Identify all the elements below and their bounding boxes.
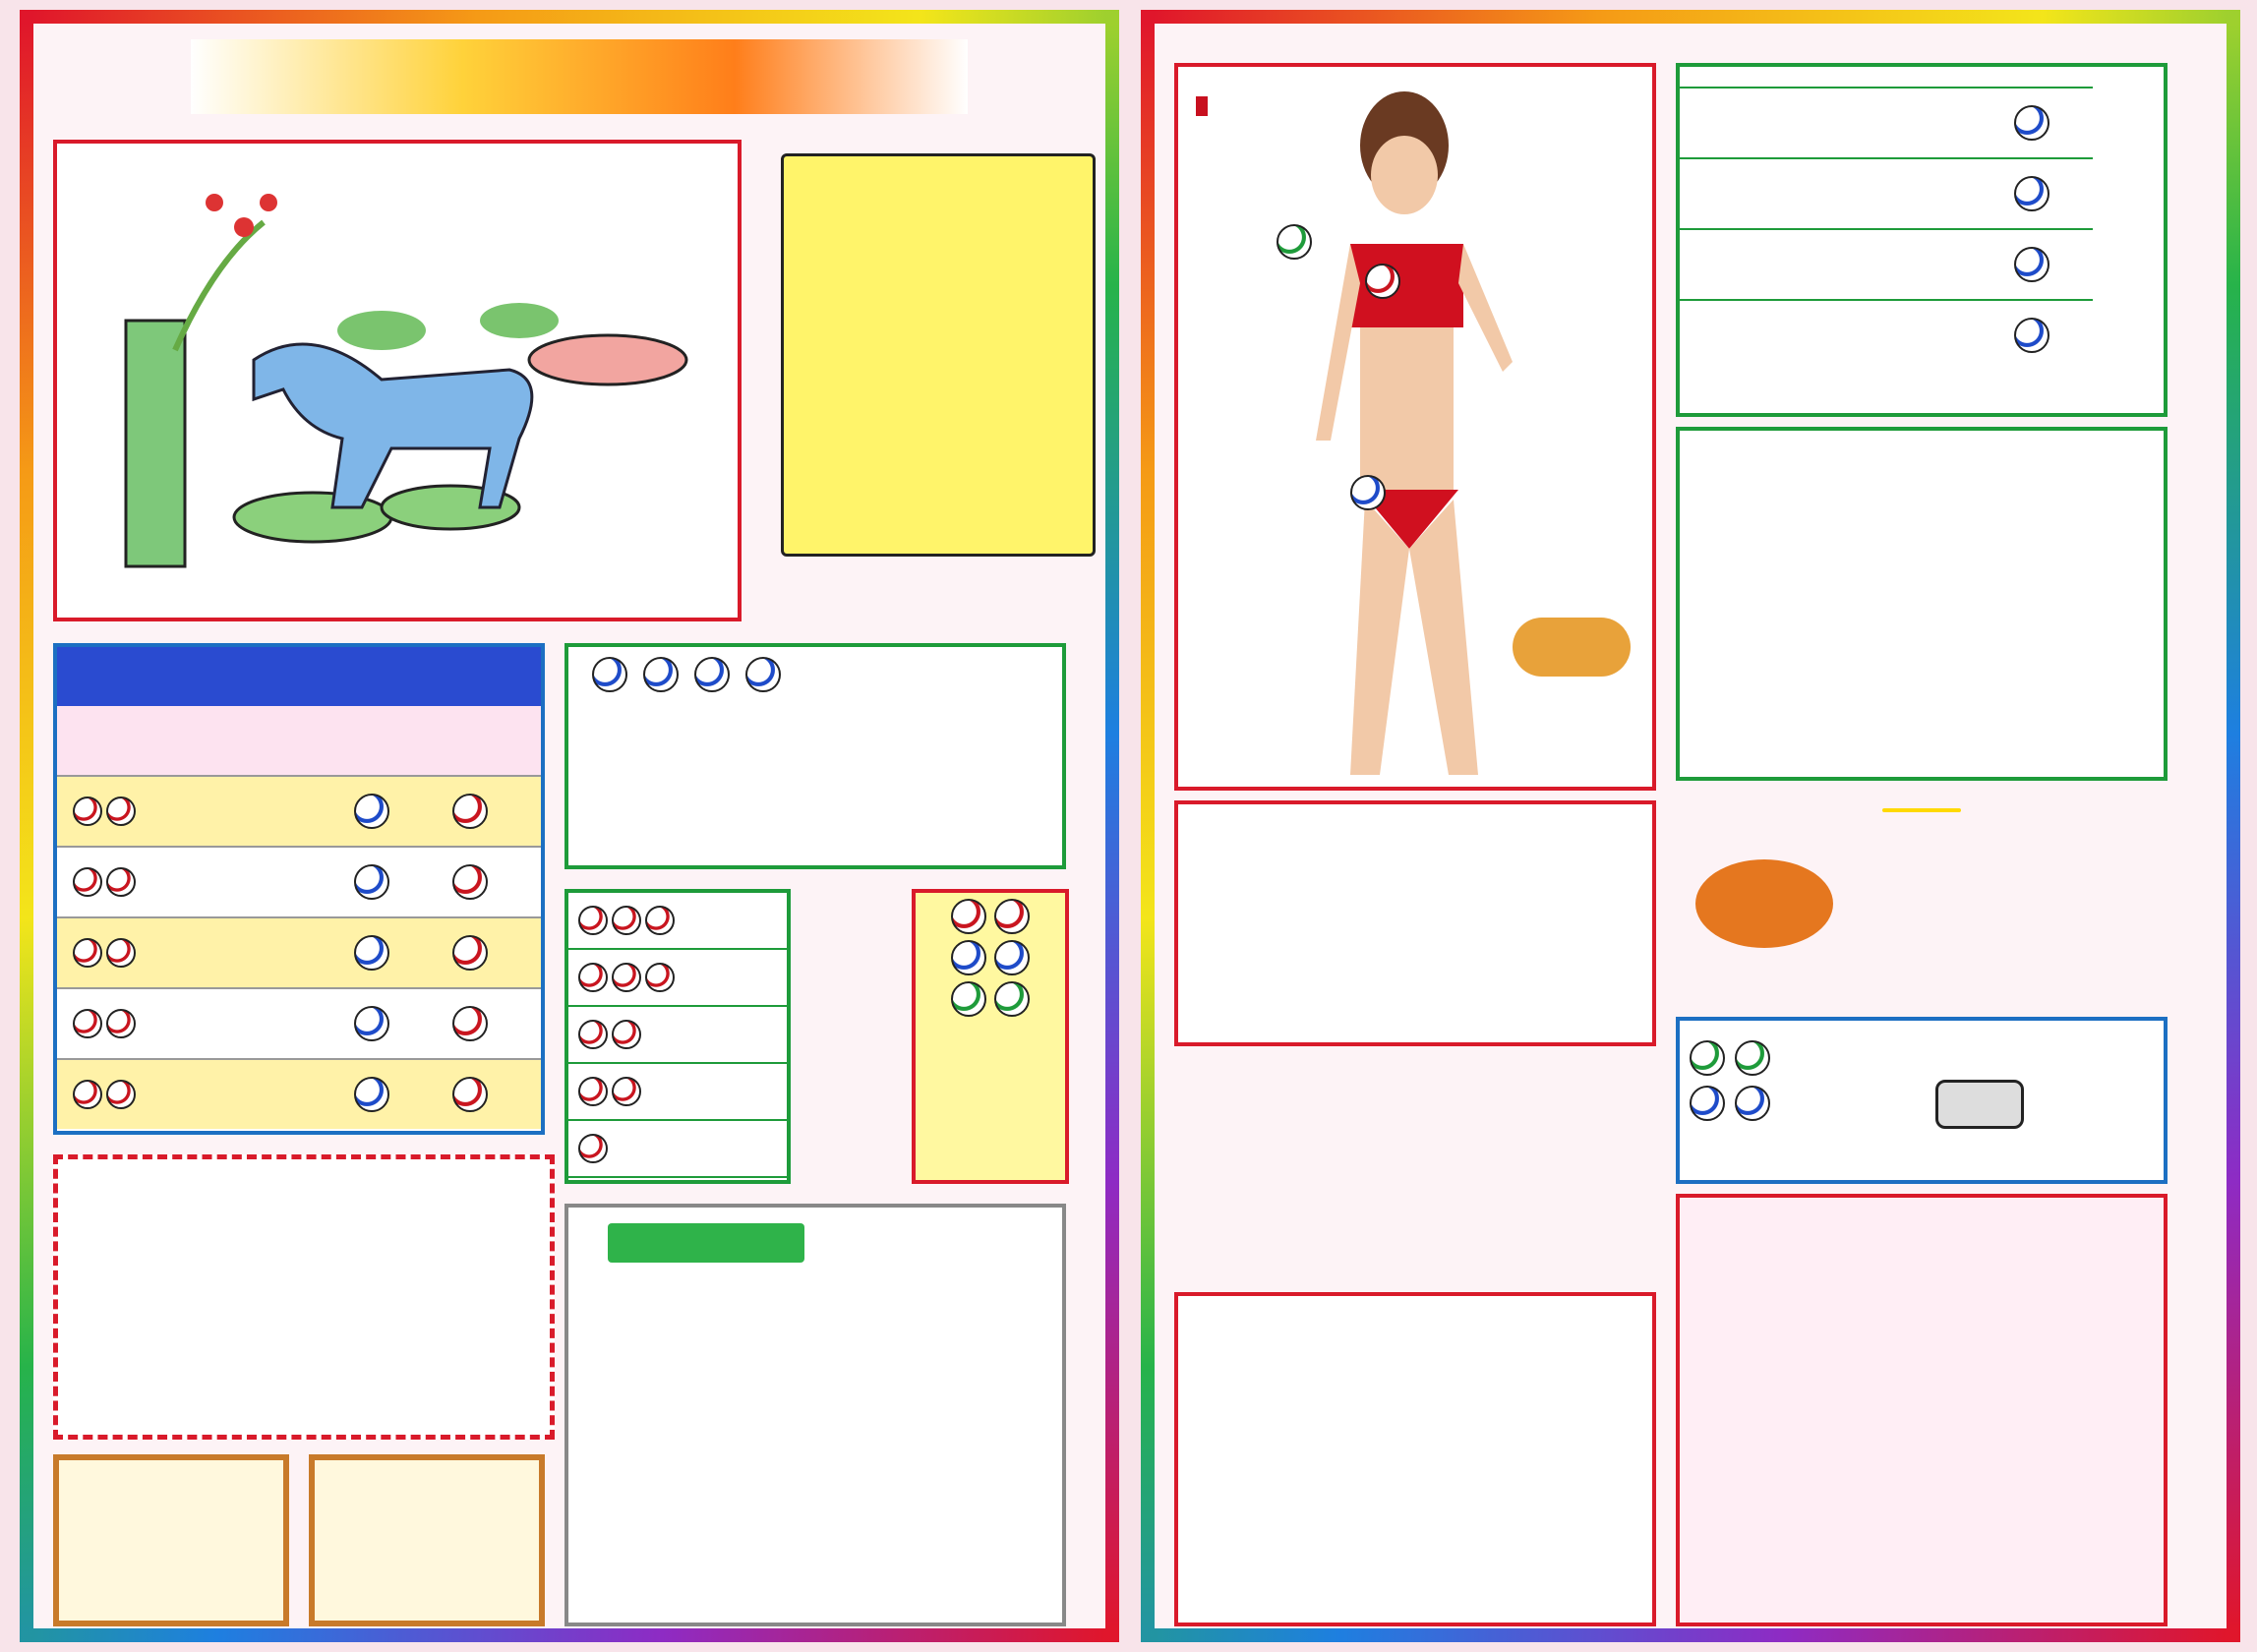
ball bbox=[645, 963, 675, 992]
ball bbox=[951, 981, 986, 1017]
ball bbox=[612, 1020, 641, 1049]
ball bbox=[452, 935, 488, 971]
small-row bbox=[568, 950, 787, 1007]
tm-ball bbox=[745, 657, 781, 692]
ball bbox=[1735, 1040, 1770, 1076]
story-box bbox=[564, 1204, 1066, 1626]
small-row bbox=[568, 1007, 787, 1064]
ball bbox=[452, 1077, 488, 1112]
shen-box bbox=[1676, 63, 2168, 417]
diary-scroll bbox=[781, 153, 1096, 557]
door-worst bbox=[421, 1077, 519, 1112]
ball bbox=[612, 906, 641, 935]
tm-ball bbox=[643, 657, 679, 692]
story-tag bbox=[608, 1223, 804, 1263]
door-range bbox=[57, 1080, 323, 1109]
door-row bbox=[57, 987, 541, 1058]
ball bbox=[354, 1006, 389, 1041]
ball bbox=[612, 1077, 641, 1106]
ball bbox=[73, 1009, 102, 1038]
door-row bbox=[57, 846, 541, 916]
history-box bbox=[1676, 1194, 2168, 1626]
lucky-row bbox=[58, 1222, 550, 1266]
eat-dish bbox=[1882, 808, 1961, 812]
door-range bbox=[57, 867, 323, 897]
door-worst bbox=[421, 794, 519, 829]
ball bbox=[1735, 1086, 1770, 1121]
door-row bbox=[57, 916, 541, 987]
door-row bbox=[57, 775, 541, 846]
small-row bbox=[568, 1121, 787, 1178]
odd-even-box bbox=[309, 1454, 545, 1626]
lucky-row bbox=[58, 1352, 550, 1395]
poem2 bbox=[805, 889, 904, 1184]
door-range bbox=[57, 938, 323, 968]
ball bbox=[612, 963, 641, 992]
ball bbox=[994, 899, 1030, 934]
lucky-row bbox=[58, 1309, 550, 1352]
door-worst bbox=[421, 1006, 519, 1041]
shen-row bbox=[1680, 87, 2093, 157]
ball bbox=[106, 1080, 136, 1109]
ball bbox=[2014, 105, 2049, 141]
right-page bbox=[1141, 10, 2240, 1642]
ball bbox=[951, 899, 986, 934]
wave bbox=[916, 899, 1065, 934]
small-row bbox=[568, 893, 787, 950]
ball bbox=[951, 940, 986, 975]
shen-row bbox=[1680, 299, 2093, 370]
door-row bbox=[57, 1058, 541, 1129]
ball bbox=[578, 963, 608, 992]
shen-title bbox=[1680, 67, 2164, 87]
shen-row bbox=[1680, 157, 2093, 228]
wave bbox=[916, 940, 1065, 975]
small-codes bbox=[564, 889, 791, 1184]
door-worst bbox=[421, 935, 519, 971]
ball bbox=[2014, 176, 2049, 211]
ball bbox=[354, 935, 389, 971]
lucky-row bbox=[58, 1179, 550, 1222]
ball bbox=[2014, 318, 2049, 353]
ball bbox=[994, 981, 1030, 1017]
door-best bbox=[323, 1006, 421, 1041]
door-table bbox=[53, 643, 545, 1135]
ball bbox=[452, 1006, 488, 1041]
waves bbox=[912, 889, 1069, 1184]
ball bbox=[73, 796, 102, 826]
ball bbox=[1690, 1040, 1725, 1076]
ball bbox=[354, 794, 389, 829]
big-small-box bbox=[53, 1454, 289, 1626]
point-box bbox=[1174, 63, 1656, 791]
lucky-box bbox=[53, 1154, 555, 1440]
shen-row bbox=[1680, 228, 2093, 299]
ball bbox=[1690, 1086, 1725, 1121]
ball bbox=[452, 794, 488, 829]
ball bbox=[578, 1020, 608, 1049]
lucky-title bbox=[58, 1159, 550, 1179]
lucky-row bbox=[58, 1266, 550, 1309]
hot-box bbox=[1174, 1046, 1656, 1272]
ball bbox=[578, 906, 608, 935]
door-worst bbox=[421, 864, 519, 900]
kill-box bbox=[1676, 427, 2168, 781]
tiger-icon bbox=[1513, 618, 1631, 677]
ball bbox=[994, 940, 1030, 975]
ball bbox=[73, 938, 102, 968]
eat-box bbox=[1676, 791, 2168, 1007]
ball bbox=[354, 864, 389, 900]
ball bbox=[73, 867, 102, 897]
ball bbox=[578, 1134, 608, 1163]
door-title bbox=[57, 647, 541, 706]
ball bbox=[645, 906, 675, 935]
ball bbox=[73, 1080, 102, 1109]
wave-balls bbox=[916, 899, 1065, 934]
door-best bbox=[323, 935, 421, 971]
door-best bbox=[323, 794, 421, 829]
ball bbox=[452, 864, 488, 900]
pick-box bbox=[1676, 1017, 2168, 1184]
girl-ball bbox=[1277, 224, 1312, 260]
sx-box bbox=[1174, 1292, 1656, 1626]
ball bbox=[106, 938, 136, 968]
left-page bbox=[20, 10, 1119, 1642]
wave bbox=[916, 981, 1065, 1017]
ball bbox=[578, 1077, 608, 1106]
heart-box bbox=[1174, 800, 1656, 1046]
wave-balls bbox=[916, 940, 1065, 975]
door-range bbox=[57, 1009, 323, 1038]
tm-ball bbox=[694, 657, 730, 692]
door-best bbox=[323, 1077, 421, 1112]
tm-ball bbox=[592, 657, 627, 692]
ox-icon bbox=[1935, 1080, 2024, 1129]
ball bbox=[354, 1077, 389, 1112]
ball bbox=[106, 796, 136, 826]
ball bbox=[2014, 247, 2049, 282]
door-best bbox=[323, 864, 421, 900]
chicken-icon bbox=[1695, 859, 1833, 948]
ball bbox=[106, 1009, 136, 1038]
point-title bbox=[1196, 96, 1208, 116]
girl-ball bbox=[1350, 475, 1386, 510]
zebra-illustration bbox=[53, 140, 742, 621]
door-range bbox=[57, 796, 323, 826]
model-figure bbox=[1257, 87, 1552, 775]
small-row bbox=[568, 1064, 787, 1121]
ball bbox=[106, 867, 136, 897]
tm-box bbox=[564, 643, 1066, 869]
girl-ball bbox=[1365, 264, 1400, 299]
wave-balls bbox=[916, 981, 1065, 1017]
